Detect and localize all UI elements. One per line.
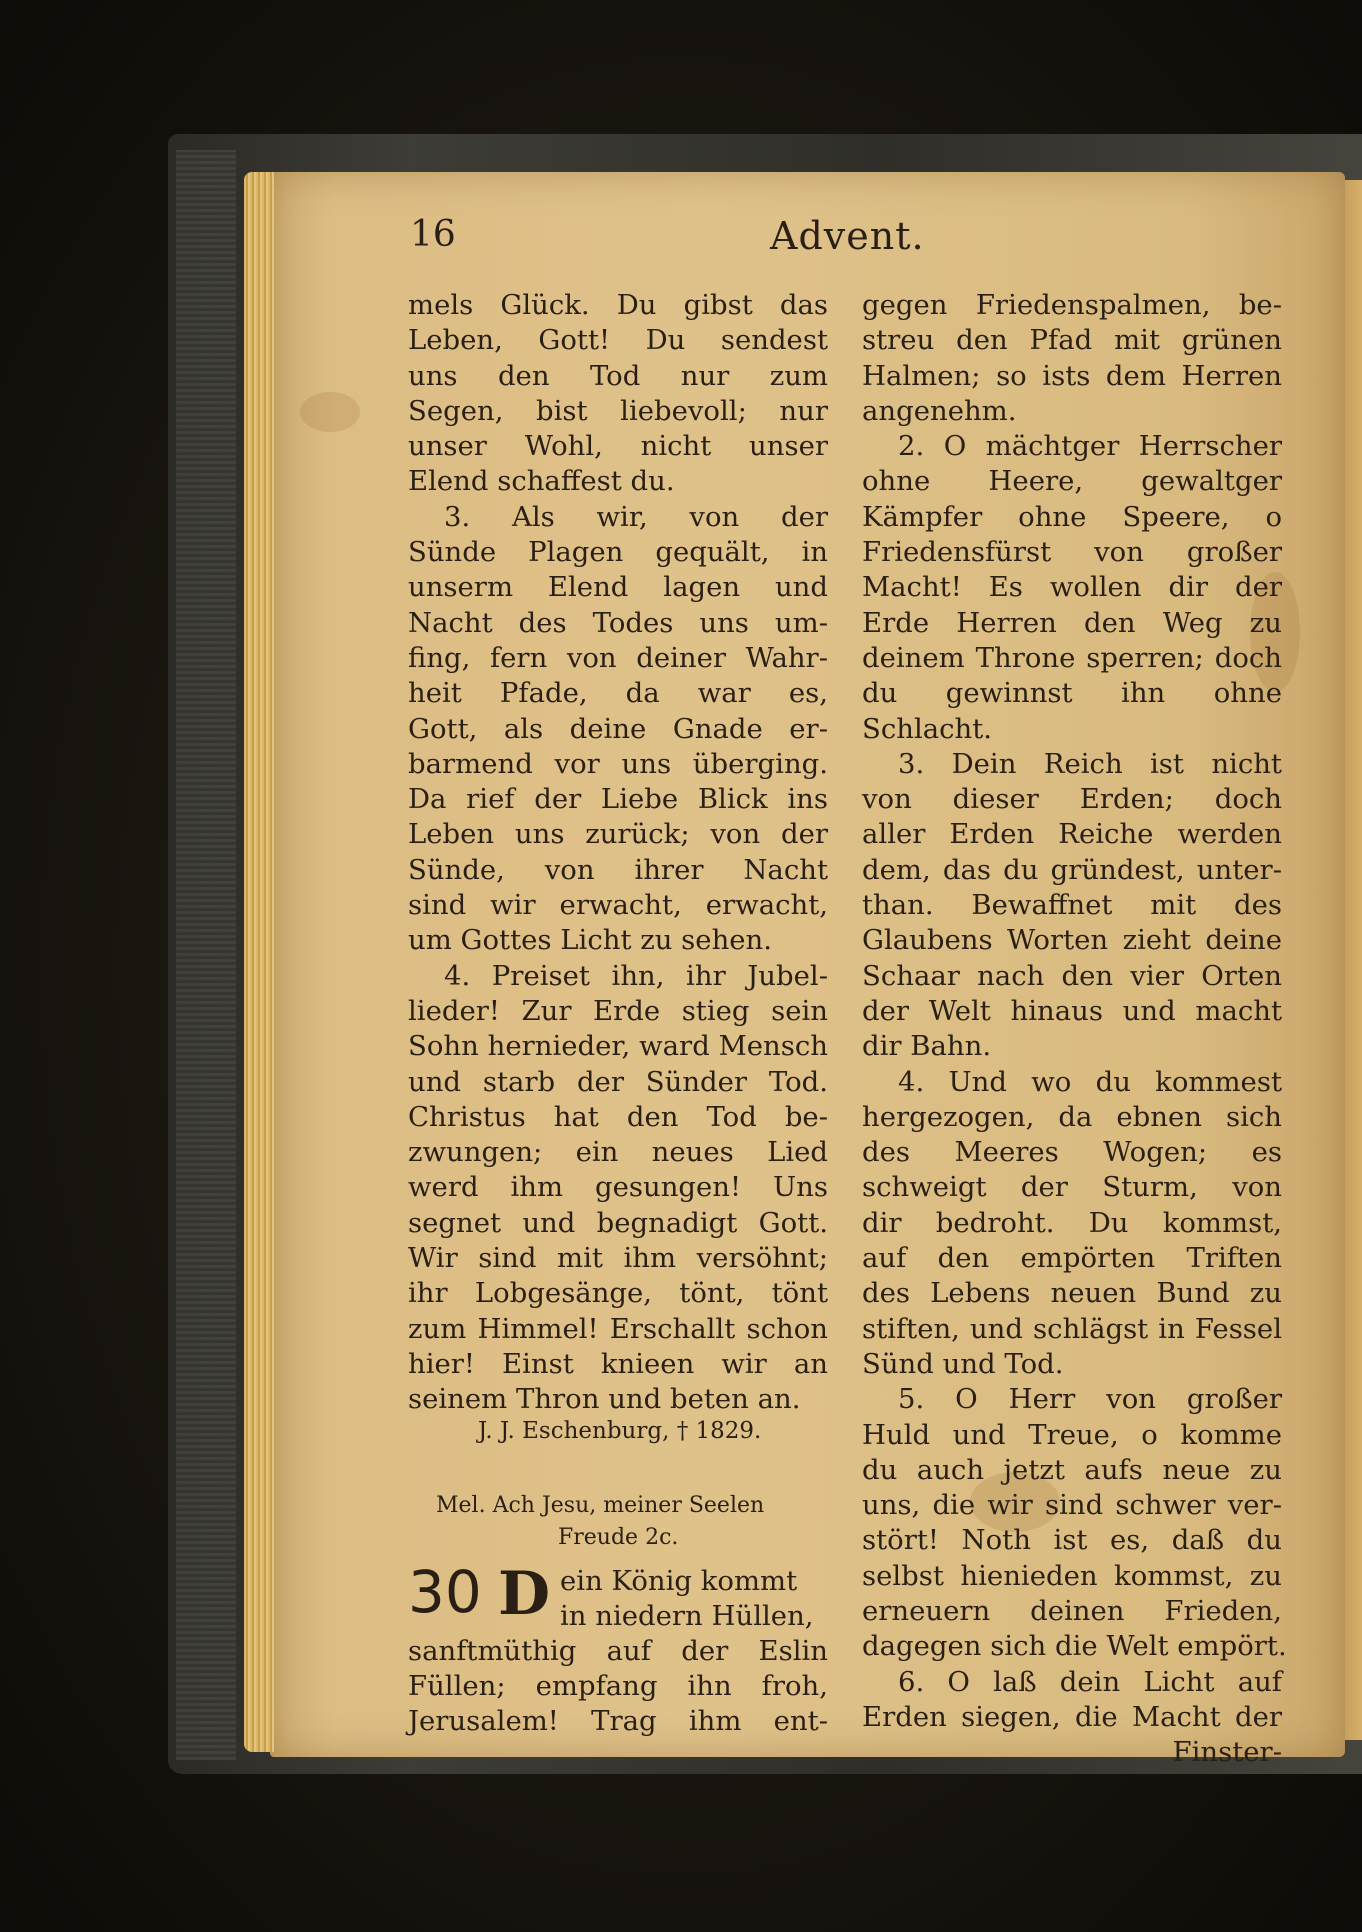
text-line: Sünde Plagen gequält, in <box>408 536 828 569</box>
text-line: Leben, Gott! Du sendest <box>408 324 828 357</box>
verse-start-line: 3. Dein Reich ist nicht <box>898 747 1282 780</box>
cover-spine-texture <box>176 150 236 1760</box>
text-line: hergezogen, da ebnen sich <box>862 1100 1282 1133</box>
text-line: Halmen; so ists dem Herren <box>862 359 1282 392</box>
text-line: erneuern deinen Frieden, <box>862 1594 1282 1627</box>
melody-note <box>408 1490 828 1554</box>
text-line: werd ihm gesungen! Uns <box>408 1171 828 1204</box>
text-line: Erde Herren den Weg zu <box>862 606 1282 639</box>
text-line: Friedensfürst von großer <box>862 536 1282 569</box>
text-line: schweigt der Sturm, von <box>862 1171 1282 1204</box>
text-line: Macht! Es wollen dir der <box>862 571 1282 604</box>
text-line: uns den Tod nur zum <box>408 359 828 392</box>
page-number: 16 <box>410 214 456 255</box>
text-line: hier! Einst knieen wir an <box>408 1347 828 1380</box>
hymn-line: Jerusalem! Trag ihm ent- <box>408 1705 828 1737</box>
text-line: des Lebens neuen Bund zu <box>862 1277 1282 1310</box>
text-line: zum Himmel! Erschallt schon <box>408 1312 828 1345</box>
text-line: Elend schaffest du. <box>408 465 675 498</box>
text-line: du gewinnst ihn ohne <box>862 677 1282 710</box>
verse-start-line: 5. O Herr von großer <box>898 1383 1282 1416</box>
text-line: dem, das du gründest, unter- <box>862 853 1282 886</box>
text-line: Sünde, von ihrer Nacht <box>408 853 828 886</box>
text-line: mels Glück. Du gibst das <box>408 289 828 321</box>
text-line: von dieser Erden; doch <box>862 783 1282 816</box>
text-line: Leben uns zurück; von der <box>408 818 828 851</box>
text-line: gegen Friedenspalmen, be- <box>862 289 1282 321</box>
text-line: Sohn hernieder, ward Mensch <box>408 1030 828 1063</box>
text-line: than. Bewaffnet mit des <box>862 889 1282 922</box>
text-line: ihr Lobgesänge, tönt, tönt <box>408 1277 828 1310</box>
text-line: ohne Heere, gewaltger <box>862 465 1282 498</box>
catchword-line: Finster- <box>1172 1736 1282 1769</box>
text-line: Christus hat den Tod be- <box>408 1100 828 1133</box>
text-line: lieder! Zur Erde stieg sein <box>408 994 828 1027</box>
verse-start-line: 2. O mächtger Herrscher <box>898 430 1282 463</box>
text-line: aller Erden Reiche werden <box>862 818 1282 851</box>
text-line: unser Wohl, nicht unser <box>408 430 828 463</box>
text-line: uns, die wir sind schwer ver- <box>862 1489 1282 1522</box>
text-line: segnet und begnadigt Gott. <box>408 1206 828 1239</box>
text-line: Schaar nach den vier Orten <box>862 959 1282 992</box>
text-line: auf den empörten Triften <box>862 1242 1282 1275</box>
page-header <box>410 214 1270 264</box>
text-line: dagegen sich die Welt empört. <box>862 1630 1287 1663</box>
verse-start-line: 4. Und wo du kommest <box>898 1065 1282 1098</box>
text-line: zwungen; ein neues Lied <box>408 1136 828 1169</box>
text-line: barmend vor uns überging. <box>408 747 828 780</box>
right-column <box>862 288 1287 1770</box>
text-line: dir bedroht. Du kommst, <box>862 1206 1282 1239</box>
text-line: du auch jetzt aufs neue zu <box>862 1453 1282 1486</box>
verse-start-line: 6. O laß dein Licht auf <box>898 1665 1282 1698</box>
text-line: streu den Pfad mit grünen <box>862 324 1282 357</box>
text-line: Huld und Treue, o komme <box>862 1418 1282 1451</box>
text-line: Da rief der Liebe Blick ins <box>408 783 828 816</box>
text-line: deinem Throne sperren; doch <box>862 641 1282 674</box>
running-head: Advent. <box>770 214 925 258</box>
text-line: selbst hienieden kommst, zu <box>862 1559 1282 1592</box>
melody-line: Mel. Ach Jesu, meiner Seelen <box>436 1493 765 1518</box>
text-line: Glaubens Worten zieht deine <box>862 924 1282 957</box>
text-line: Kämpfer ohne Speere, o <box>862 500 1282 533</box>
author-attribution: J. J. Eschenburg, † 1829. <box>478 1418 762 1444</box>
hymn-line: sanftmüthig auf der Eslin <box>408 1635 828 1667</box>
text-line: und starb der Sünder Tod. <box>408 1065 828 1098</box>
hymn-line: Füllen; empfang ihn froh, <box>408 1670 828 1702</box>
foxing-spot <box>300 392 360 432</box>
left-column <box>408 288 828 1418</box>
text-line: Schlacht. <box>862 712 993 745</box>
text-line: Wir sind mit ihm versöhnt; <box>408 1242 828 1275</box>
text-line: Sünd und Tod. <box>862 1347 1064 1380</box>
text-line: dir Bahn. <box>862 1030 992 1063</box>
text-line: seinem Thron und beten an. <box>408 1383 801 1416</box>
text-line: der Welt hinaus und macht <box>862 994 1282 1027</box>
text-line: des Meeres Wogen; es <box>862 1136 1282 1169</box>
text-line: fing, fern von deiner Wahr- <box>408 641 828 674</box>
text-line: stiften, und schlägst in Fessel <box>862 1312 1282 1345</box>
melody-line: Freude 2c. <box>558 1525 679 1550</box>
page-edges <box>244 172 274 1752</box>
text-line: stört! Noth ist es, daß du <box>862 1524 1282 1557</box>
text-line: heit Pfade, da war es, <box>408 677 828 710</box>
hymn-number: 30 <box>408 1558 482 1626</box>
verse-start-line: 3. Als wir, von der <box>444 500 828 533</box>
drop-cap: D <box>498 1559 551 1629</box>
verse-start-line: 4. Preiset ihn, ihr Jubel- <box>444 959 828 992</box>
text-line: Erden siegen, die Macht der <box>862 1700 1282 1733</box>
text-line: sind wir erwacht, erwacht, <box>408 889 828 922</box>
hymn-line: in niedern Hüllen, <box>560 1600 814 1632</box>
text-line: unserm Elend lagen und <box>408 571 828 604</box>
text-line: um Gottes Licht zu sehen. <box>408 924 773 957</box>
text-line: angenehm. <box>862 394 1017 427</box>
text-line: Gott, als deine Gnade er- <box>408 712 828 745</box>
text-line: Nacht des Todes uns um- <box>408 606 828 639</box>
text-line: Segen, bist liebevoll; nur <box>408 394 828 427</box>
hymn-line: ein König kommt <box>560 1565 798 1597</box>
